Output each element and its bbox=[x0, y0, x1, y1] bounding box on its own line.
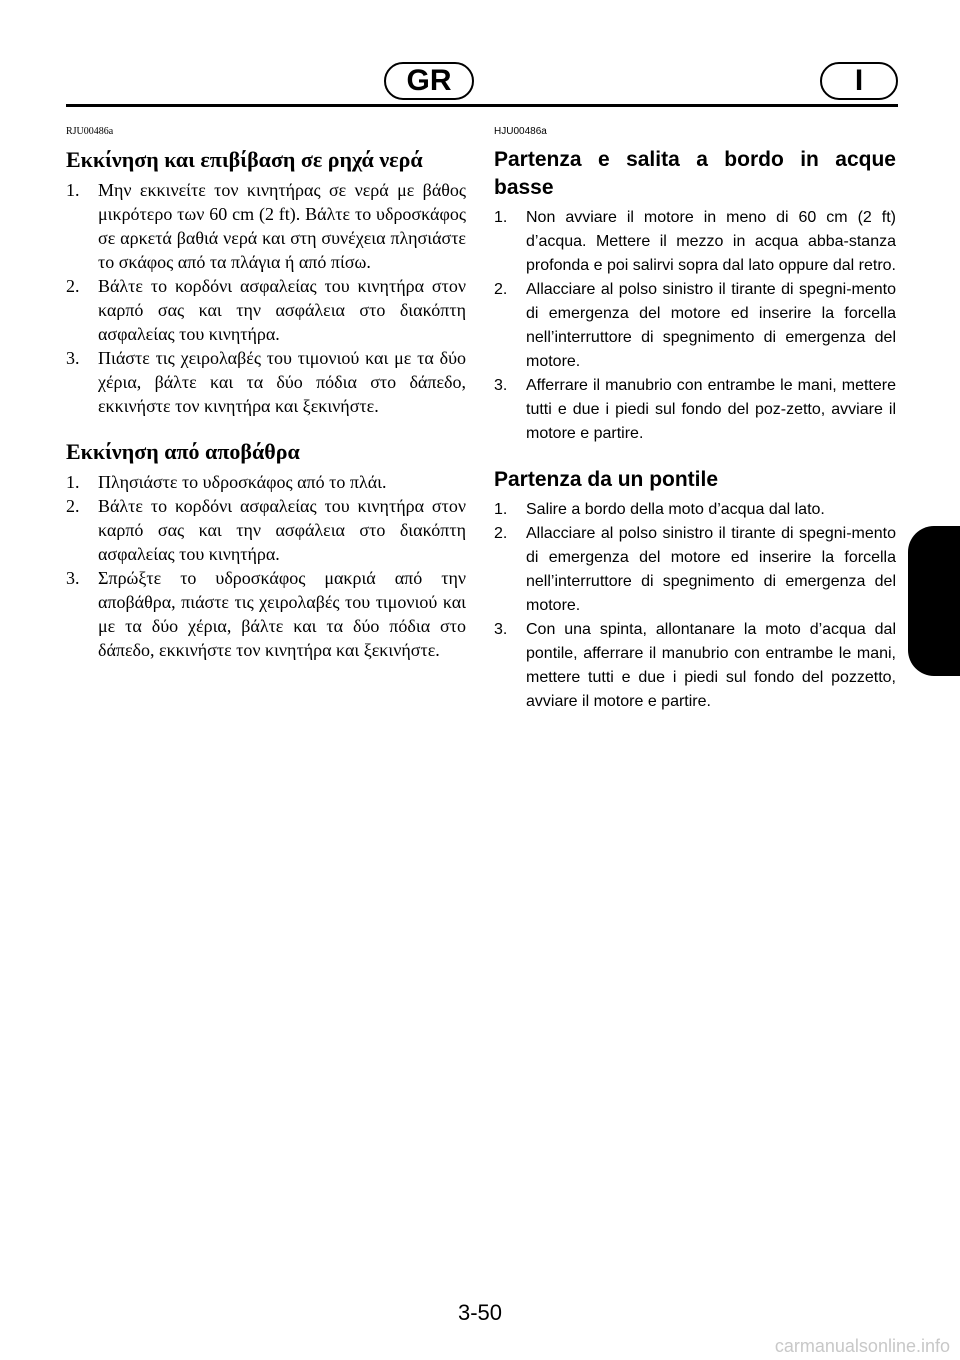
list-item bbox=[66, 274, 466, 346]
page-number: 3-50 bbox=[457, 1300, 503, 1325]
instruction-list bbox=[494, 498, 896, 714]
item-number: 1. bbox=[66, 180, 80, 200]
instruction-list bbox=[66, 470, 466, 662]
item-number: 3. bbox=[494, 621, 508, 638]
instruction-list bbox=[494, 206, 896, 446]
language-badge-greek: GR bbox=[384, 62, 474, 100]
language-badge-italian: I bbox=[820, 62, 898, 100]
item-number: 2. bbox=[66, 276, 80, 296]
watermark: carmanualsonline.info bbox=[774, 1336, 950, 1356]
section-thumb-tab bbox=[908, 526, 960, 676]
list-item bbox=[494, 498, 896, 522]
list-item bbox=[494, 374, 896, 446]
item-text: Πιάστε τις χειρολαβές του τιμονιού και με τα δύο χέρια, βάλτε και τα δύο πόδια στο δάπεδο, εκκινήστε τον κινητήρα και ξεκινήστε. bbox=[98, 348, 466, 416]
item-number: 2. bbox=[494, 525, 508, 542]
list-item bbox=[66, 346, 466, 418]
section-heading: Partenza e salita a bordo in acque basse bbox=[494, 148, 896, 199]
list-item bbox=[494, 618, 896, 714]
greek-column bbox=[66, 126, 466, 662]
header-rule bbox=[66, 104, 898, 107]
item-text: Salire a bordo della moto d’acqua dal lato. bbox=[526, 501, 825, 518]
item-number: 1. bbox=[494, 501, 508, 518]
item-text: Allacciare al polso sinistro il tirante di spegni-mento di emergenza del motore ed inserire la forcella nell’interruttore di spegnimento di emergenza del motore. bbox=[526, 281, 896, 370]
item-text: Σπρώξτε το υδροσκάφος μακριά από την αποβάθρα, πιάστε τις χειρολαβές του τιμονιού και με τα δύο χέρια, βάλτε και τα δύο πόδια στο δάπεδο, εκκινήστε τον κινητήρα και ξεκινήστε. bbox=[98, 568, 466, 660]
item-number: 3. bbox=[66, 568, 80, 588]
item-number: 2. bbox=[494, 281, 508, 298]
item-text: Μην εκκινείτε τον κινητήρας σε νερά με βάθος μικρότερο των 60 cm (2 ft). Βάλτε το υδροσκάφος σε αρκετά βαθιά νερά και στη συνέχεια πλησιάστε το σκάφος από τα πλάγια ή από πίσω. bbox=[98, 180, 466, 272]
item-text: Non avviare il motore in meno di 60 cm (2 ft) d’acqua. Mettere il mezzo in acqua abba-stanza profonda e poi salirvi sopra dal lato oppure dal retro. bbox=[526, 209, 896, 274]
item-number: 1. bbox=[66, 472, 80, 492]
section-code: RJU00486a bbox=[66, 126, 114, 137]
section-heading: Partenza da un pontile bbox=[494, 468, 719, 491]
section-heading: Εκκίνηση από αποβάθρα bbox=[66, 439, 300, 464]
item-text: Con una spinta, allontanare la moto d’acqua dal pontile, afferrare il manubrio con entrambe le mani, mettere tutti e due i piedi sul fondo del pozzetto, avviare il motore e partire. bbox=[526, 621, 896, 710]
item-text: Allacciare al polso sinistro il tirante di spegni-mento di emergenza del motore ed inserire la forcella nell’interruttore di spegnimento di emergenza del motore. bbox=[526, 525, 896, 614]
list-item bbox=[494, 206, 896, 278]
item-text: Πλησιάστε το υδροσκάφος από το πλάι. bbox=[98, 472, 387, 492]
item-number: 3. bbox=[494, 377, 508, 394]
list-item bbox=[66, 566, 466, 662]
section-code: HJU00486a bbox=[494, 126, 547, 137]
item-text: Βάλτε το κορδόνι ασφαλείας του κινητήρα στον καρπό σας και την ασφάλεια στο διακόπτη ασφαλείας του κινητήρα. bbox=[98, 276, 466, 344]
item-text: Afferrare il manubrio con entrambe le mani, mettere tutti e due i piedi sul fondo del poz-zetto, avviare il motore e partire. bbox=[526, 377, 896, 442]
list-item bbox=[66, 494, 466, 566]
item-number: 3. bbox=[66, 348, 80, 368]
list-item bbox=[494, 278, 896, 374]
item-number: 2. bbox=[66, 496, 80, 516]
instruction-list bbox=[66, 178, 466, 418]
item-number: 1. bbox=[494, 209, 508, 226]
list-item bbox=[494, 522, 896, 618]
list-item bbox=[66, 470, 466, 494]
list-item bbox=[66, 178, 466, 274]
section-heading: Εκκίνηση και επιβίβαση σε ρηχά νερά bbox=[66, 147, 423, 172]
item-text: Βάλτε το κορδόνι ασφαλείας του κινητήρα στον καρπό σας και την ασφάλεια στο διακόπτη ασφαλείας του κινητήρα. bbox=[98, 496, 466, 564]
italian-column bbox=[494, 126, 896, 714]
